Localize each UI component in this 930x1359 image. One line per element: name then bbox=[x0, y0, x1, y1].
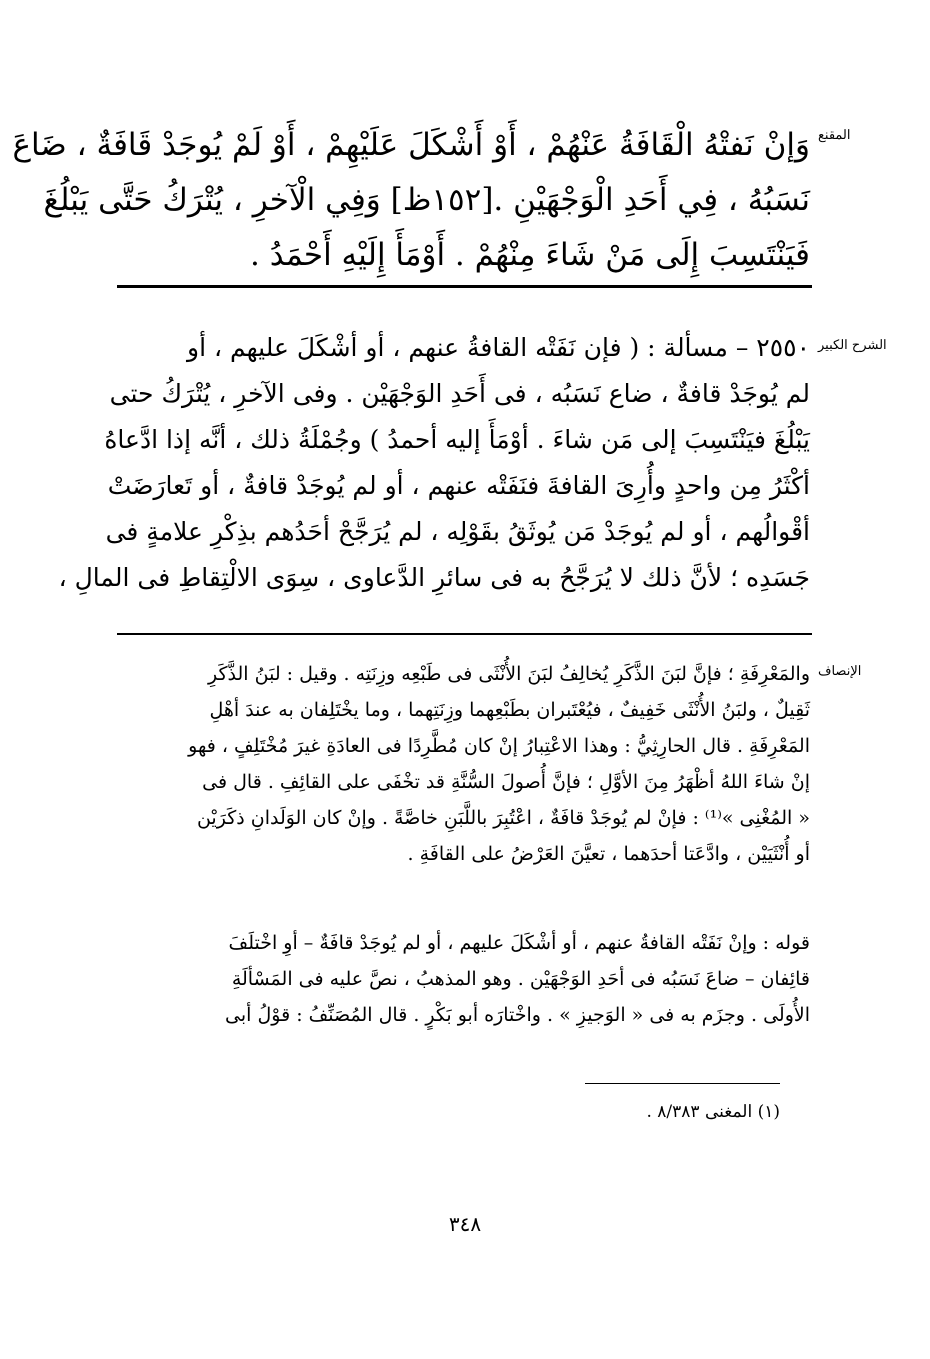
muqni-line: نَسَبُهُ ، فِي أَحَدِ الْوَجْهَيْنِ .[١٥٢ظ] وَفِي الْآخرِ ، يُتْرَكُ حَتَّى يَبْلُغَ bbox=[43, 182, 810, 218]
insaf-paragraph-2 bbox=[117, 925, 810, 1033]
insaf-line: ثَقِيلٌ ، ولبَنُ الأُنْثَى خَفِيفٌ ، فيُعْتَبران بطَبْعِهما وزِنَتِهما ، وما يخْتَلِفان به عندَ أهْلِ bbox=[209, 699, 810, 721]
muqni-line: وَإنْ نَفتْهُ الْقَافَةُ عَنْهُمْ ، أَوْ أَشْكَلَ عَلَيْهِمْ ، أَوْ لَمْ يُوجَدْ قَافَةٌ ، ضَاعَ bbox=[12, 127, 810, 163]
section-divider-thin bbox=[117, 633, 812, 635]
muqni-line: فَيَنْتَسِبَ إِلَى مَنْ شَاءَ مِنْهُمْ . أَوْمَأَ إِلَيْهِ أَحْمَدُ . bbox=[250, 237, 810, 273]
footnote-divider bbox=[585, 1083, 780, 1084]
muqni-text bbox=[12, 118, 810, 283]
sharh-line: أقْوالُهم ، أو لم يُوجَدْ مَن يُوثَقُ بقَوْلِه ، لم يُرَجَّحْ أحَدُهم بذِكْرِ علامةٍ فى bbox=[105, 517, 810, 546]
sharh-text bbox=[58, 325, 810, 601]
sharh-line: جَسَدِه ؛ لأنَّ ذلك لا يُرَجَّحُ به فى سائرِ الدَّعاوى ، سِوَى الالْتِقاطِ فى المالِ ، bbox=[58, 563, 810, 592]
insaf-line: قائِفان – ضاعَ نَسَبُه فى أحَدِ الوَجْهَيْن . وهو المذهبُ ، نصَّ عليه فى المَسْألَةِ bbox=[231, 968, 810, 990]
sharh-line: لم يُوجَدْ قافةٌ ، ضاع نَسَبُه ، فى أَحَدِ الوَجْهَيْن . وفى الآخرِ ، يُتْرَكُ حتى bbox=[109, 379, 810, 408]
insaf-line: « المُغْنِى »⁽¹⁾ : فإنْ لم يُوجَدْ قافَةٌ ، اعْتُبِرَ باللَّبَنِ خاصَّةً . وإنْ كان الوَلَدانِ ذكَرَيْن bbox=[196, 807, 810, 829]
insaf-line: إنْ شاءَ اللهُ أظْهَرُ مِنَ الأوَّلِ ؛ فإنَّ أُصولَ السُّنَّةِ قد تخْفَى على القائِفِ . قال فى bbox=[202, 771, 810, 793]
section-divider-thick bbox=[117, 285, 812, 288]
insaf-line: المَعْرِفَةِ . قال الحارِثِيُّ : وهذا الاعْتِبارُ إنْ كان مُطَّرِدًا فى العادَةِ غيرَ مُخْتَلِفٍ ، فهو bbox=[188, 735, 810, 757]
sharh-line: يَبْلُغَ فيَنْتَسِبَ إلى مَن شاءَ . أوْمَأَ إليه أحمدُ ) وجُمْلَةُ ذلك ، أنَّه إذا ادَّعاهُ bbox=[104, 425, 810, 454]
insaf-line: والمَعْرِفَةِ ؛ فإنَّ لبَنَ الذَّكَرِ يُخالِفُ لبَنَ الأُنْثَى فى طَبْعِه وزِنَتِه . وقيل : لبَنُ الذَّكَرِ bbox=[208, 663, 810, 685]
sharh-line: ٢٥٥٠ – مسألة : ( فإن نَفَتْه القافةُ عنهم ، أو أشْكَلَ عليهم ، أو bbox=[187, 333, 810, 362]
page-number: ٣٤٨ bbox=[448, 1212, 482, 1236]
insaf-text bbox=[117, 656, 810, 872]
insaf-line: الأُولَى . وجزَم به فى « الوَجيزِ » . واخْتارَه أبو بَكْرٍ . قال المُصَنِّفُ : قوْلُ أبى bbox=[225, 1004, 810, 1026]
insaf-line: قوله : وإنْ نَفَتْه القافةُ عنهم ، أو أشْكَلَ عليهم ، أو لم يُوجَدْ قافَةٌ – أوِ اخْتلَفَ bbox=[228, 932, 810, 954]
sharh-line: أكْثَرُ مِن واحدٍ وأُرِىَ القافةَ فنَفَتْه عنهم ، أو لم يُوجَدْ قافةٌ ، أو تَعارَضَتْ bbox=[107, 471, 810, 500]
footnote: (١) المغنى ٨/٣٨٣ . bbox=[646, 1102, 780, 1122]
insaf-line: أو أُنْثَيَيْن ، وادَّعَتا أحدَهما ، تعيَّنَ العَرْضُ على القافَةِ . bbox=[407, 843, 810, 865]
side-label-insaf: الإنصاف bbox=[818, 664, 862, 679]
side-label-muqni: المقنع bbox=[818, 128, 851, 143]
side-label-sharh: الشرح الكبير bbox=[818, 338, 887, 353]
